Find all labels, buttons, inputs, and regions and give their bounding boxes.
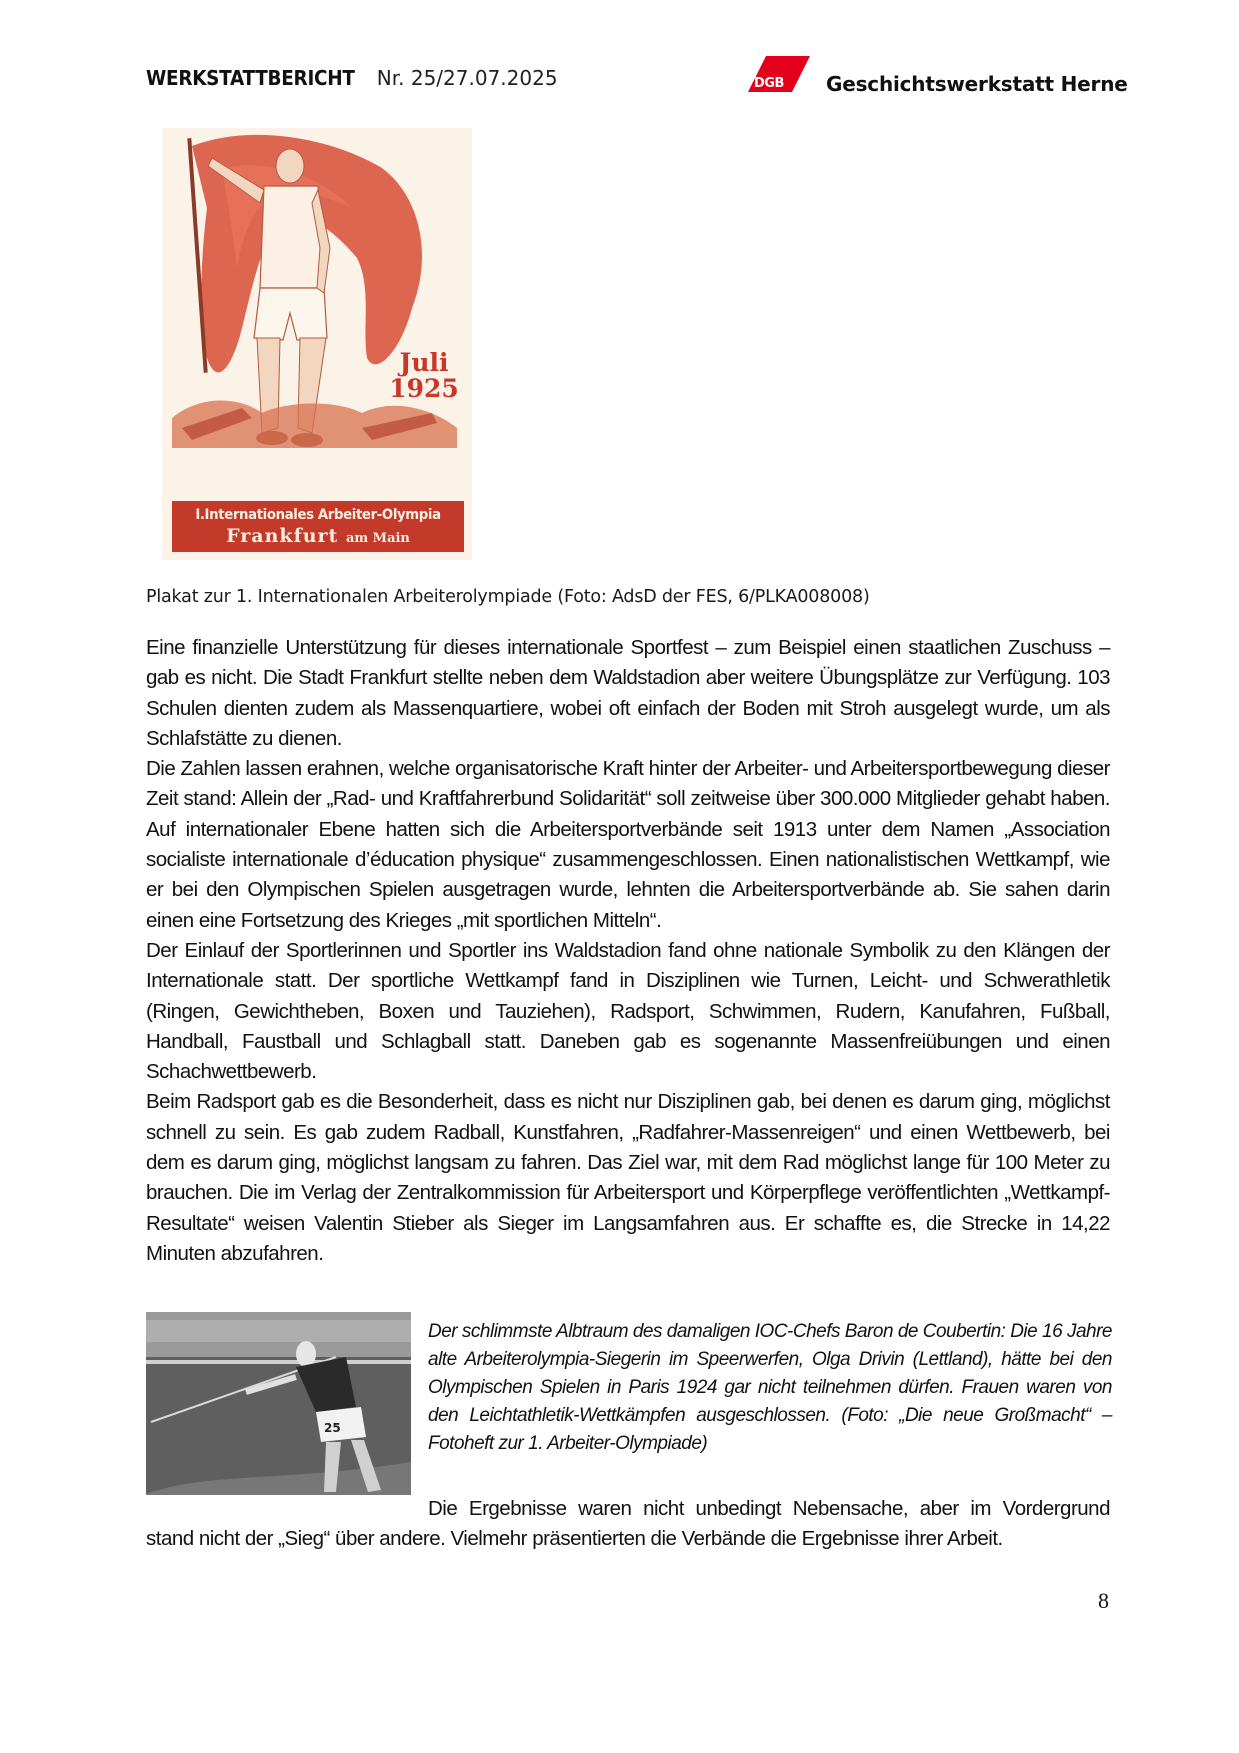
poster-city-name: Frankfurt [226,525,339,547]
issue-number: Nr. 25/27.07.2025 [376,66,558,90]
publication-title: WERKSTATTBERICHT [146,66,355,90]
poster-image [162,128,472,560]
article-body [146,633,1110,1269]
paragraph-funding: Eine finanzielle Unterstützung für dieses internationale Sportfest – zum Beispiel einen staatlichen Zuschuss – gab es nicht. Die Stadt Frankfurt stellte neben dem Waldstadion aber weitere Übungsplätze zur Verfügung. 103 Schulen dienten zudem als Massenquartiere, wobei oft einfach der Boden mit Stroh ausgelegt wurde, um als Schlafstätte zu dienen. [146,636,1110,750]
poster-month: Juli [399,348,449,377]
page-number: 8 [1098,1588,1109,1613]
dgb-logo-icon [748,56,810,92]
paragraph-organization: Die Zahlen lassen erahnen, welche organisatorische Kraft hinter der Arbeiter- und Arbeitersportbewegung dieser Zeit stand: Allein der „Rad- und Kraftfahrerbund Solidarität“ soll zeitweise über 300.000 Mitglieder gehabt haben. Auf internationaler Ebene hatten sich die Arbeitersportverbände seit 1913 unter dem Namen „Association socialiste internationale d’éducation physique“ zusammengeschlossen. Einen nationalistischen Wettkampf, wie er bei den Olympischen Spielen ausgetragen wurde, lehnten die Arbeitersportverbände ab. Sie sahen darin einen eine Fortsetzung des Krieges „mit sportlichen Mitteln“. [146,757,1110,932]
poster-banner [172,501,464,552]
paragraph-cycling: Beim Radsport gab es die Besonderheit, dass es nicht nur Disziplinen gab, bei denen es darum ging, möglichst schnell zu sein. Es gab zudem Radball, Kunstfahren, „Radfahrer-Massenreigen“ und einen Wettbewerb, bei dem es darum ging, möglichst langsam zu fahren. Das Ziel war, mit dem Rad möglichst lange für 100 Meter zu brauchen. Die im Verlag der Zentralkommission für Arbeitersport und Körperpflege veröffentlichten „Wettkampf-Resultate“ weisen Valentin Stieber als Sieger im Langsamfahren aus. Er schaffte es, die Strecke in 14,22 Minuten abzufahren. [146,1090,1110,1265]
athlete-photo-caption: Der schlimmste Albtraum des damaligen IOC-Chefs Baron de Coubertin: Die 16 Jahre alte Arbeiterolympia-Siegerin im Speerwerfen, Olga Drivin (Lettland), hätte bei den Olympischen Spielen in Paris 1924 gar nicht teilnehmen dürfen. Frauen waren von den Leichtathletik-Wettkämpfen ausgeschlossen. (Foto: „Die neue Großmacht“ – Fotoheft zur 1. Arbeiter-Olympiade) [428,1321,1112,1454]
paragraph-results: Die Ergebnisse waren nicht unbedingt Nebensache, aber im Vordergrund stand nicht der „Sieg“ über andere. Vielmehr präsentierten die Verbände die Ergebnisse ihrer Arbeit. [146,1497,1110,1551]
poster-caption: Plakat zur 1. Internationalen Arbeiterolympiade (Foto: AdsD der FES, 6/PLKA008008) [146,587,870,607]
poster-date [384,350,464,402]
paragraph-disciplines: Der Einlauf der Sportlerinnen und Sportler ins Waldstadion fand ohne nationale Symbolik zu den Klängen der Internationale statt. Der sportliche Wettkampf fand in Disziplinen wie Turnen, Leicht- und Schwerathletik (Ringen, Gewichtheben, Boxen und Tauziehen), Radsport, Schwimmen, Rudern, Kanufahren, Fußball, Handball, Faustball und Schlagball statt. Daneben gab es sogenannte Massenfreiübungen und einen Schachwettbewerb. [146,938,1110,1084]
bib-number: 25 [324,1421,341,1435]
logo-text: DGB [754,76,784,91]
poster-illustration [162,128,472,560]
organization-name: Geschichtswerkstatt Herne [826,72,1128,96]
athlete-photo [146,1312,411,1495]
poster-city-suffix: am Main [345,531,410,546]
header-left [146,66,558,90]
poster-banner-city [172,525,464,550]
javelin-thrower-illustration [146,1312,411,1495]
poster-banner-title: I.Internationales Arbeiter-Olympia [195,507,441,523]
poster-year: 1925 [389,374,459,403]
header-right [748,56,1128,96]
